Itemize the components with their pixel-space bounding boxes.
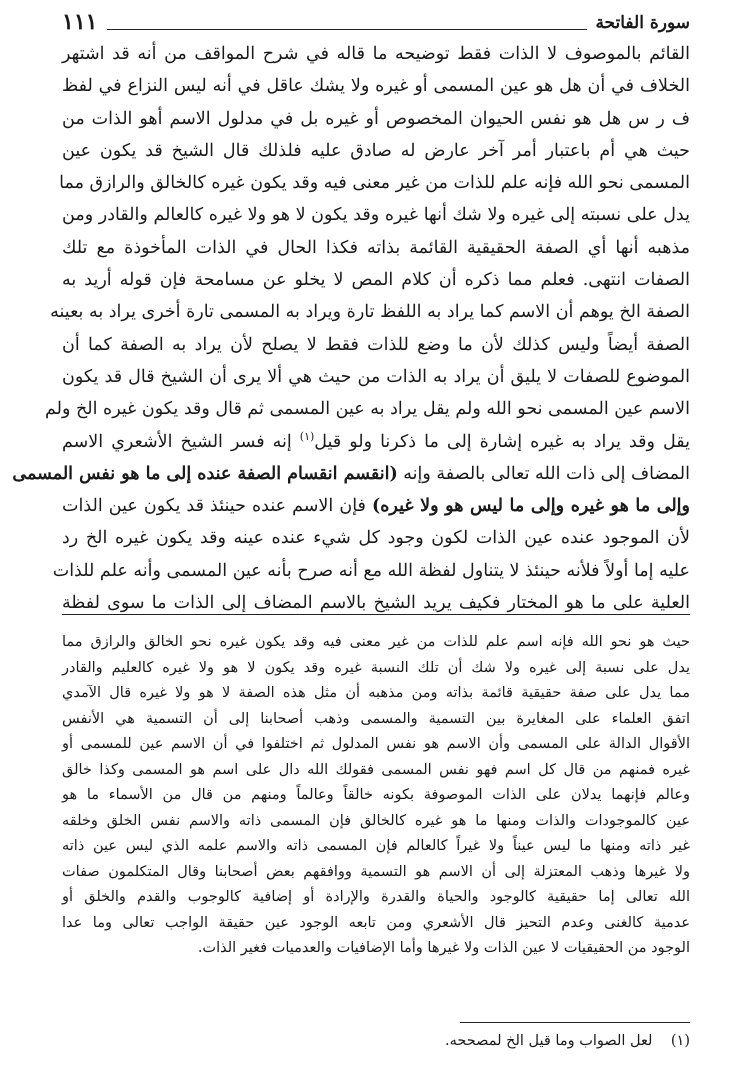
commentary-line: الأقوال الدالة على المسمى وأن الاسم هو نفس المدلول ثم اختلفوا في أن الاسم عين للمسمى أو xyxy=(62,736,690,752)
main-line: مذهبه أنها أي الصفة الحقيقية القائمة بذاته فكذا الحال في الذات المأخوذة مع تلك xyxy=(62,237,690,258)
commentary-line: يدل على نسبة إلى غيره ولا شك أن تلك النسبة غيره وقد يكون لا هو ولا غيره كالعليم والقادر xyxy=(62,659,690,676)
commentary-line: الوجود من الحقيقيات لا عين الذات ولا غيرها وأما الإضافيات والعدميات فغير الذات. xyxy=(197,940,690,956)
main-line: القائم بالموصوف لا الذات فقط توضيحه ما قاله في شرح المواقف من أنه قد اشتهر xyxy=(62,44,690,64)
header-rule xyxy=(107,29,587,30)
main-line: ف ر س هل هو نفس الحيوان المخصوص أو غيره بل في مدلول الاسم أهو الذات من xyxy=(62,108,690,129)
footnote-divider xyxy=(460,1022,690,1023)
commentary-line: غير ذاته ومنها ما ليس عيناً ولا غيراً كالعالم فإن المسمى ذاته والاسم علمه الذي ليس عين ذاته xyxy=(62,838,690,854)
main-line: الصفات انتهى. فعلم مما ذكره أن كلام المص لا يخلو عن مسامحة فإن قوله أريد به xyxy=(62,270,690,291)
commentary-line: حيث هو نحو الله فإنه اسم علم للذات من غير معنى فيه وقد يكون غيره نحو الخالق والرازق مما xyxy=(62,634,690,650)
main-line: عليه إما أولاً فلأنه حينئذ لا يتناول لفظة الله مع أنه صرح بأنه عين المسمى وأنه علم للذات xyxy=(52,560,690,581)
main-line: المسمى نحو الله فإنه علم للذات من غير معنى فيه وقد يكون غيره كالخالق والرازق مما xyxy=(59,173,690,194)
commentary-line: مما يدل على صفة حقيقية قائمة بذاته ومن مذهبه أن مثل هذه الصفة لا هو ولا غيره قال الآمدي xyxy=(62,685,690,701)
main-line: وإلى ما هو غيره وإلى ما ليس هو ولا غيره) فإن الاسم عنده حينئذ قد يكون عين الذات xyxy=(62,496,690,517)
page-number: ١١١ xyxy=(62,9,98,35)
page-header xyxy=(62,8,690,34)
main-line: الخلاف في أن هل هو عين المسمى أو غيره ولا يشك عاقل في أنه ليس النزاع في لفظ xyxy=(62,76,690,97)
main-line: العلية على ما هو المختار فكيف يريد الشيخ بالاسم المضاف إلى الذات ما سوى لفظة xyxy=(62,593,690,614)
main-line: المضاف إلى ذات الله تعالى بالصفة وإنه (انقسم انقسام الصفة عنده إلى ما هو نفس المسمى xyxy=(12,463,690,484)
commentary-line: عين كالموجودات والذات ومنها ما هو غيره كالخالق فإن المسمى ذاته والاسم نفس الخلق وخلقه xyxy=(62,812,690,829)
main-line: الموضوع للصفات لا يليق أن يراد به الذات من حيث هي ألا يرى أن الشيخ قال قد يكون xyxy=(62,366,690,387)
footnote-reference[interactable]: (١) xyxy=(299,429,315,443)
main-line: يدل على نسبته إلى غيره ولا شك أنها غيره وقد يكون لا هو ولا غيره كالعالم والقادر ومن xyxy=(62,205,690,226)
footnote-text: لعل الصواب وما قيل الخ لمصححه. xyxy=(445,1033,653,1049)
section-divider xyxy=(62,614,690,615)
footnote xyxy=(62,1030,690,1052)
main-line: الصفة أيضاً وليس كذلك لأن ما وضع للذات فقط لا يصلح لأن يراد به الصفة كما أن xyxy=(62,334,690,355)
commentary-line: عدمية كالغنى وعدم التحيز قال الأشعري ومن تابعه الوجود عين حقيقة الواجب تعالى وما عدا xyxy=(62,914,690,931)
main-line: الاسم عين المسمى نحو الله ولم يقل يراد به عين المسمى ثم قال وقد يكون غيره الخ ولم xyxy=(44,399,690,420)
footnote-number: (١) xyxy=(670,1033,690,1049)
commentary-line: الله تعالى إما حقيقية كالوجود والحياة والقدرة والإرادة أو إضافية كالوجوب والقدم والخلق أو xyxy=(62,889,690,905)
commentary-line: غيره فمنهم من قال كل اسم فهو نفس المسمى فقولك الله دال على اسم هو المسمى وكذا خالق xyxy=(62,761,690,778)
commentary-line: ولا غيرها وذهب المعتزلة إلى أن الاسم هو التسمية ووافقهم بعض أصحابنا وقال المتكلمون صفات xyxy=(62,863,690,880)
main-text xyxy=(12,38,691,619)
main-line: حيث هي أم باعتبار أمر آخر عارض له صادق عليه فلذلك قال الشيخ قد يكون عين xyxy=(62,140,690,161)
bold-quote: (انقسم انقسام الصفة عنده إلى ما هو نفس المسمى xyxy=(12,463,398,484)
surah-title: سورة الفاتحة xyxy=(595,13,690,33)
commentary-line: وعالم فإنهما يدلان على الذات الموصوفة بكونه خالقاً وعالماً ومنهم من قال من الأسماء ما هو xyxy=(62,787,690,803)
main-line: يقل وقد يراد به غيره إشارة إلى ما ذكرنا ولو قيل$^{(١)}$ إنه فسر الشيخ الأشعري الاسم xyxy=(62,429,691,452)
main-line: الصفة الخ يوهم أن الاسم كما يراد به اللفظ تارة ويراد به المسمى تارة أخرى يراد به بعينه xyxy=(50,302,690,323)
commentary-line: اتفق العلماء على المغايرة بين التسمية والمسمى وذهب أصحابنا إلى أن التسمية هي الأنفس xyxy=(62,710,690,727)
commentary-text xyxy=(62,630,690,962)
bold-quote: وإلى ما هو غيره وإلى ما ليس هو ولا غيره) xyxy=(371,496,690,517)
main-line: لأن الموجود عنده عين الذات لكون وجود كل شيء عنده عينه وقد يكون غيره الخ رد xyxy=(62,528,690,549)
